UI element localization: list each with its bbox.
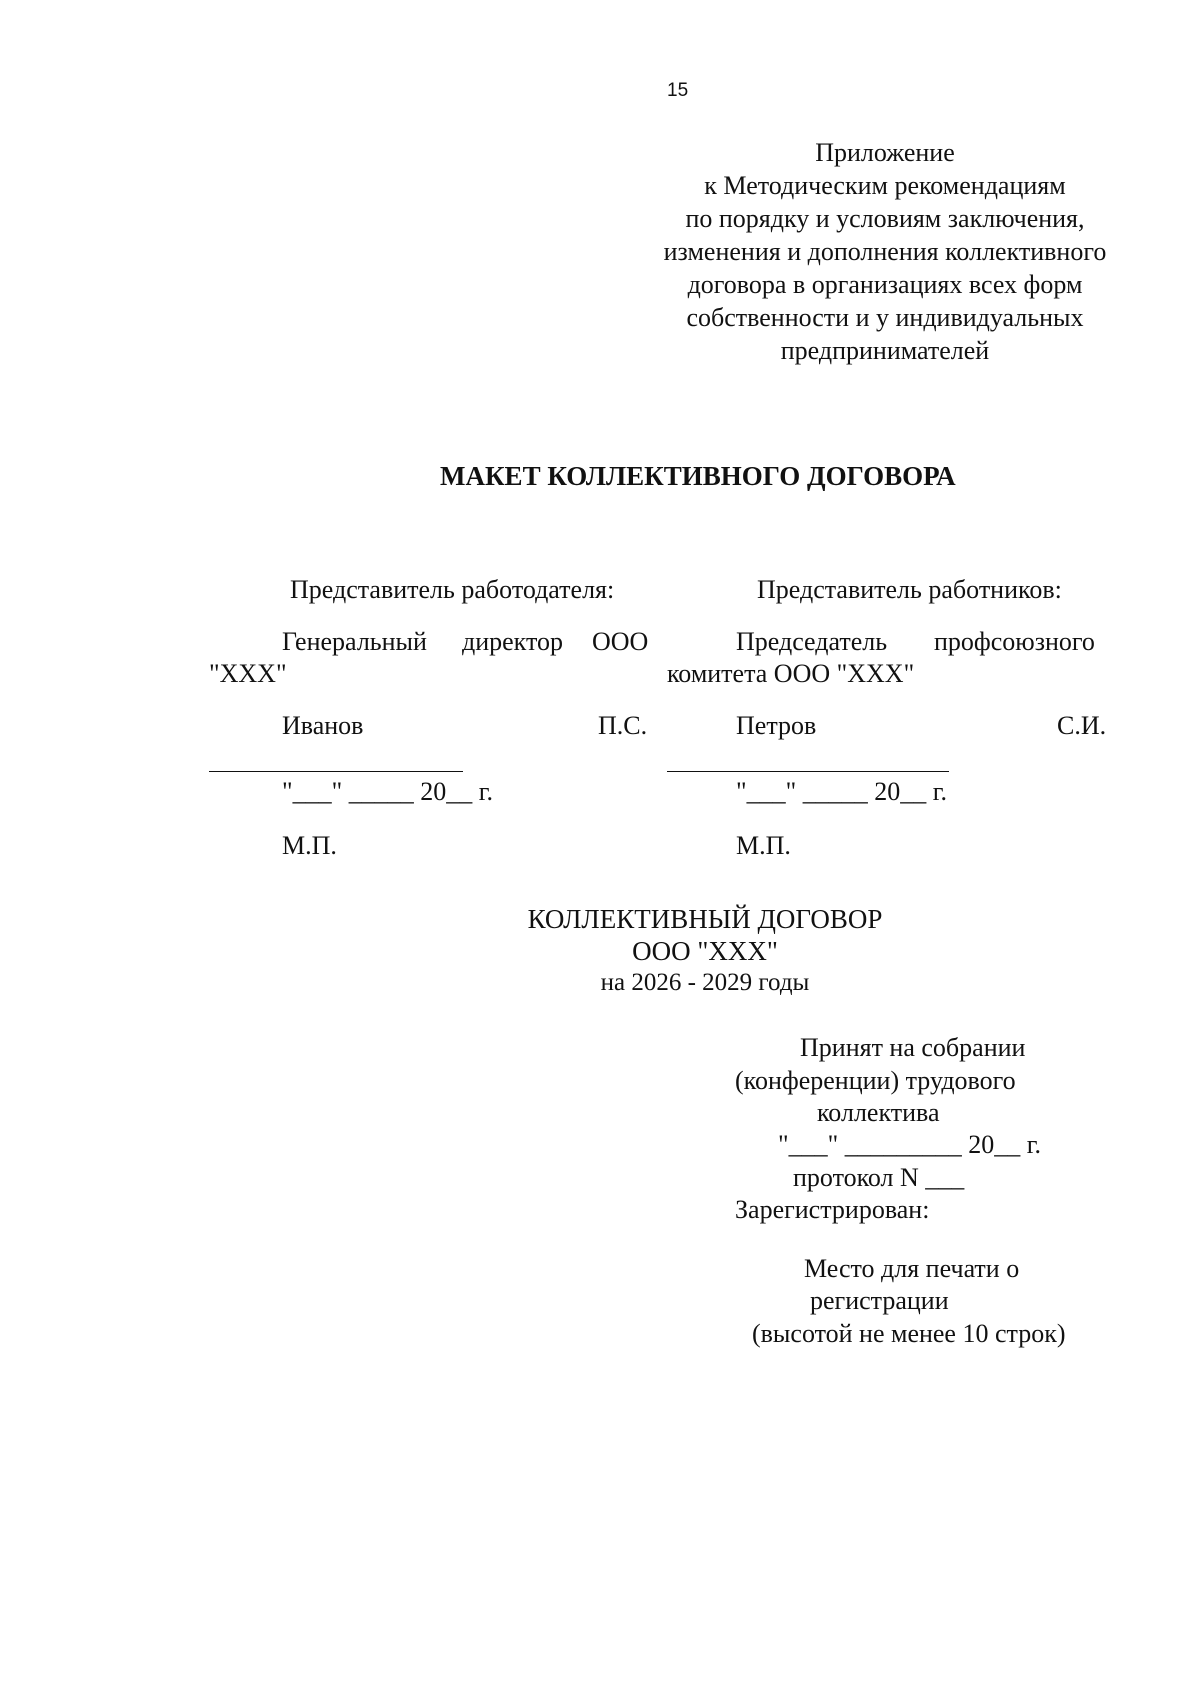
employees-stamp: М.П.	[736, 831, 791, 860]
agreement-block	[420, 903, 990, 999]
employees-date-line: "___" _____ 20__ г.	[736, 777, 947, 806]
employees-position-line: комитета ООО "XXX"	[667, 659, 915, 688]
employer-date-line: "___" _____ 20__ г.	[282, 777, 493, 806]
appendix-line: по порядку и условиям заключения,	[685, 204, 1085, 233]
document-title: МАКЕТ КОЛЛЕКТИВНОГО ДОГОВОРА	[440, 461, 956, 491]
employer-company: "XXX"	[209, 659, 287, 688]
appendix-line: Приложение	[815, 138, 955, 167]
employer-surname: Иванов	[282, 711, 364, 740]
employer-heading: Представитель работодателя:	[290, 575, 615, 604]
employees-surname: Петров	[736, 711, 817, 740]
appendix-heading	[620, 136, 1150, 367]
registration-stamp-line: (высотой не менее 10 строк)	[752, 1319, 1066, 1348]
employees-initials: С.И.	[1057, 711, 1107, 740]
employer-position-word: ООО	[592, 627, 649, 656]
page-number: 15	[667, 80, 689, 101]
agreement-title: КОЛЛЕКТИВНЫЙ ДОГОВОР	[527, 904, 883, 934]
employees-heading: Представитель работников:	[757, 575, 1062, 604]
appendix-line: договора в организациях всех форм	[687, 270, 1083, 299]
appendix-line: изменения и дополнения коллективного	[663, 237, 1107, 266]
adoption-line: Принят на собрании	[800, 1033, 1026, 1062]
appendix-line: предпринимателей	[780, 336, 990, 365]
appendix-line: собственности и у индивидуальных	[686, 303, 1084, 332]
agreement-company: ООО "XXX"	[632, 936, 778, 966]
adoption-protocol: протокол N ___	[793, 1163, 965, 1192]
registration-stamp-line: регистрации	[810, 1286, 949, 1315]
adoption-line: коллектива	[817, 1098, 940, 1127]
employees-position-word: профсоюзного	[934, 627, 1095, 656]
agreement-period: на 2026 - 2029 годы	[600, 969, 810, 996]
employer-position-word: директор	[462, 627, 563, 656]
registered-label: Зарегистрирован:	[735, 1195, 930, 1224]
employees-signature-line	[667, 771, 949, 772]
employees-position-word: Председатель	[736, 627, 888, 656]
employer-initials: П.С.	[598, 711, 648, 740]
employer-position-word: Генеральный	[282, 627, 427, 656]
appendix-line: к Методическим рекомендациям	[704, 171, 1066, 200]
registration-stamp-line: Место для печати о	[804, 1254, 1020, 1283]
adoption-date-line: "___" _________ 20__ г.	[778, 1130, 1041, 1159]
adoption-line: (конференции) трудового	[735, 1066, 1016, 1095]
employer-stamp: М.П.	[282, 831, 337, 860]
employer-signature-line	[209, 771, 463, 772]
